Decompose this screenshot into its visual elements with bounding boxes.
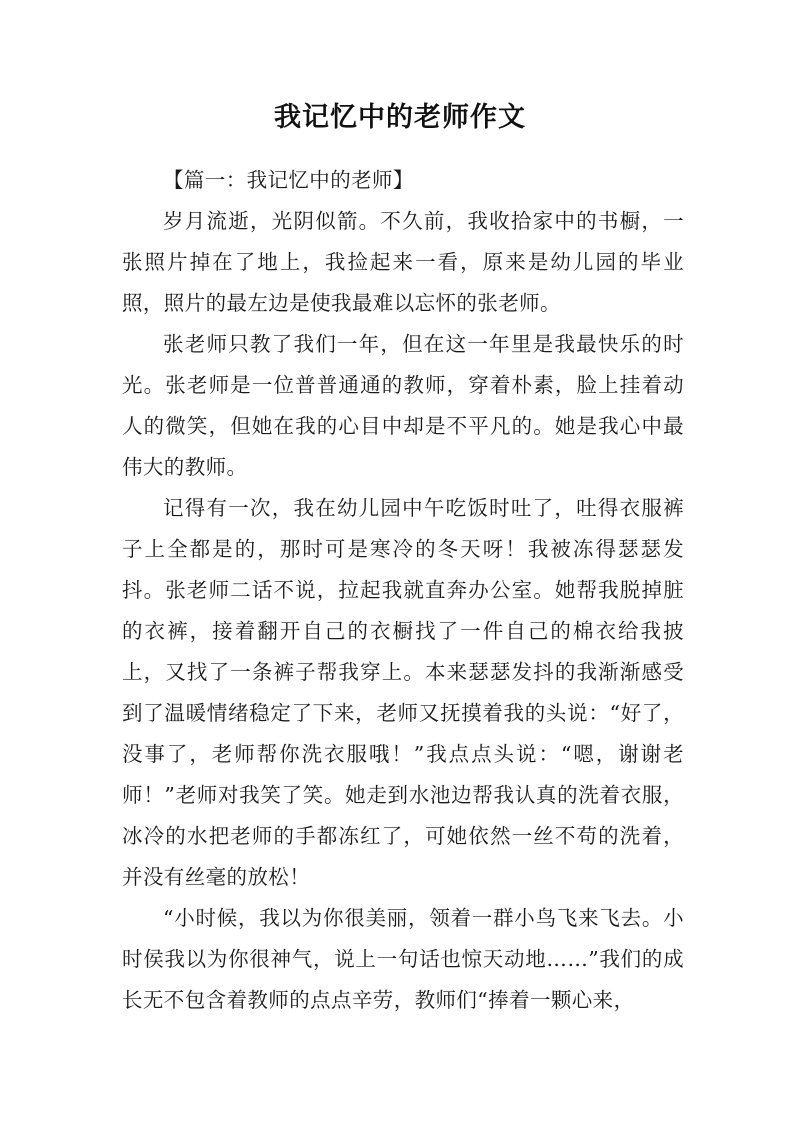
section-heading: 【篇一：我记忆中的老师】 bbox=[163, 168, 414, 192]
paragraph-2: 张老师只教了我们一年，但在这一年里是我最快乐的时光。张老师是一位普普通通的教师，穿着朴素，脸上挂着动人的微笑，但她在我的心目中却是不平凡的。她是我心中最伟大的教师。 bbox=[122, 332, 684, 479]
paragraph-3: 记得有一次，我在幼儿园中午吃饭时吐了，吐得衣服裤子上全都是的，那时可是寒冷的冬天呀！我被冻得瑟瑟发抖。张老师二话不说，拉起我就直奔办公室。她帮我脱掉脏的衣裤，接着翻开自己的衣橱找了一件自己的棉衣给我披上，又找了一条裤子帮我穿上。本来瑟瑟发抖的我渐渐感受到了温暖情绪稳定了下来，老师又抚摸着我的头说：“好了，没事了，老师帮你洗衣服哦！”我点点头说：“嗯，谢谢老师！”老师对我笑了笑。她走到水池边帮我认真的洗着衣服，冰冷的水把老师的手都冻红了，可她依然一丝不苟的洗着，并没有丝毫的放松！ bbox=[122, 496, 684, 889]
paragraph-1: 岁月流逝，光阴似箭。不久前，我收拾家中的书橱，一张照片掉在了地上，我捡起来一看，原来是幼儿园的毕业照，照片的最左边是使我最难以忘怀的张老师。 bbox=[122, 209, 684, 315]
document-title: 我记忆中的老师作文 bbox=[274, 102, 526, 133]
paragraph-4: “小时候，我以为你很美丽，领着一群小鸟飞来飞去。小时侯我以为你很神气，说上一句话也惊天动地……”我们的成长无不包含着教师的点点辛劳，教师们“捧着一颗心来， bbox=[122, 906, 684, 1012]
document-body bbox=[122, 160, 684, 1021]
